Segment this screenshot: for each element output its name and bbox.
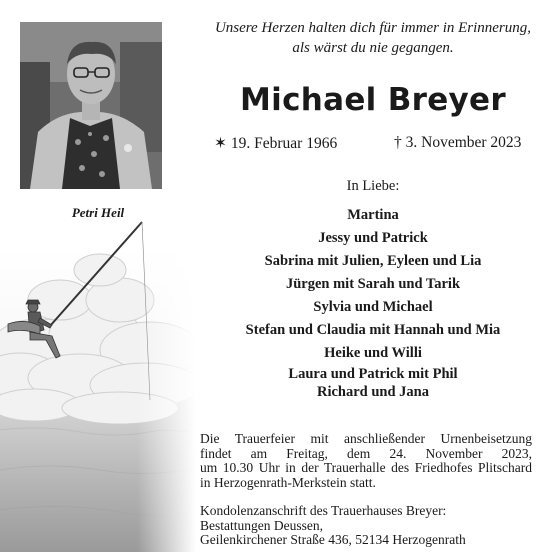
condolence-address-line: Kondolenzanschrift des Trauerhauses Breyer:: [200, 503, 447, 518]
mourner-name: Stefan und Claudia mit Hannah und Mia: [245, 322, 501, 338]
funeral-info-line: findet am Freitag, dem 24. November 2023,: [200, 445, 532, 461]
death-date: [394, 134, 521, 152]
mourner-name: Jürgen mit Sarah und Tarik: [285, 276, 461, 292]
funeral-info-line: um 10.30 Uhr in der Trauerhalle des Friedhofes Plitschard: [200, 460, 532, 475]
condolence-address-line: Bestattungen Deussen,: [200, 517, 323, 533]
portrait-photo: [20, 22, 162, 189]
birth-date-text: 19. Februar 1966: [230, 135, 338, 152]
cross-icon: †: [394, 134, 402, 151]
death-date-text: 3. November 2023: [405, 134, 522, 151]
obituary-text: [196, 0, 550, 552]
mourner-name: Richard und Jana: [316, 384, 429, 400]
mourner-name: Martina: [347, 207, 399, 223]
mourners-list: [196, 204, 550, 401]
quote-line: als wärst du nie gegangen.: [292, 40, 454, 56]
mourner-name: Sabrina mit Julien, Eyleen und Lia: [264, 253, 482, 269]
decorative-panel: [0, 0, 196, 552]
funeral-info-line: Die Trauerfeier mit anschließender Urnenbeisetzung: [200, 431, 532, 446]
mourner-name: Laura und Patrick mit Phil: [288, 366, 458, 382]
motto-caption: Petri Heil: [71, 205, 125, 220]
mourner-name: Jessy und Patrick: [318, 230, 428, 246]
star-icon: ✶: [214, 135, 227, 152]
quote-line: Unsere Herzen halten dich für immer in Erinnerung,: [214, 20, 532, 36]
birth-date: [214, 134, 337, 153]
mourner-name: Heike und Willi: [324, 345, 422, 361]
condolence-address-line: Geilenkirchener Straße 436, 52134 Herzogenrath: [200, 532, 466, 547]
funeral-info-line: in Herzogenrath-Merkstein statt.: [200, 474, 376, 490]
mourner-name: Sylvia und Michael: [313, 299, 433, 315]
funeral-info: [200, 432, 532, 548]
memorial-quote: [196, 18, 550, 58]
mourners-label: In Liebe:: [346, 178, 400, 194]
deceased-name: Michael Breyer: [240, 82, 506, 118]
